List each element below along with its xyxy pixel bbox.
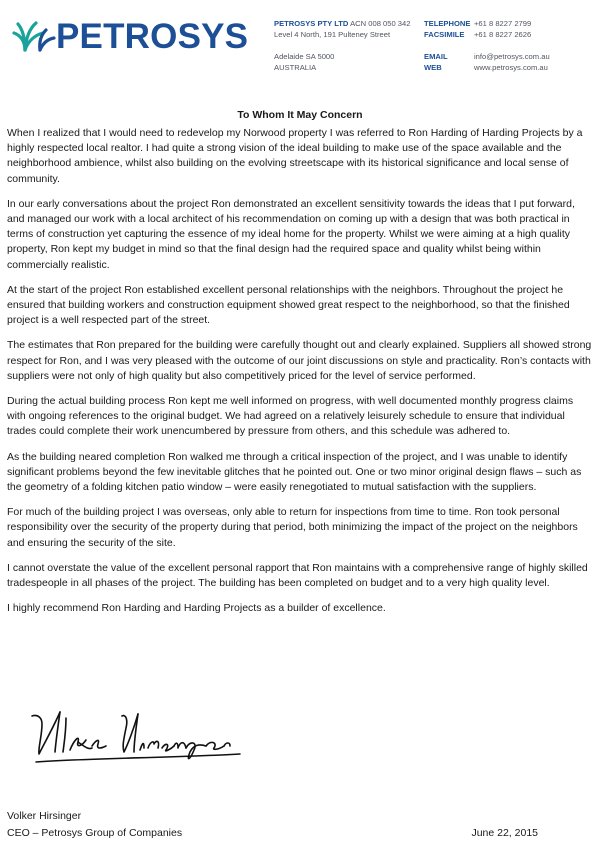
logo-wordmark: PETROSYS [56, 17, 249, 56]
letter-title: To Whom It May Concern [237, 109, 363, 121]
company-name: PETROSYS PTY LTD [274, 19, 349, 28]
letter-paragraph: I highly recommend Ron Harding and Harding Projects as a builder of excellence. [7, 602, 386, 615]
web-label: WEB [424, 63, 442, 72]
letter-paragraph: As the building neared completion Ron walked me through a critical inspection of the project, and I was unable to identify significant problems beyond the few inevitable glitches that he pointed out. One or two minor original design flaws – such as the geometry of a folding kitchen patio window – were easily renegotiated to mutual satisfaction with the suppliers. [7, 450, 582, 494]
letter-paragraph: At the start of the project Ron established excellent personal relationships with the neighbors. Throughout the project he ensured that building workers and construction equipment showed great respect to the neighborhood, so that the finished project is a well respected part of the street. [7, 283, 570, 327]
facsimile-value: +61 8 8227 2626 [474, 30, 532, 39]
signer-title: CEO – Petrosys Group of Companies [7, 827, 183, 839]
letter-paragraph: For much of the building project I was overseas, only able to return for inspections from time to time. Ron took personal responsibility over the security of the property during that period, both minimizing the impact of the project on the neighbors and ensuring the security of the site. [7, 506, 578, 549]
email-link[interactable]: info@petrosys.com.au [474, 52, 550, 61]
company-name-line [274, 18, 410, 29]
letter-body [7, 126, 593, 626]
email-label: EMAIL [424, 52, 448, 61]
company-logo [12, 17, 262, 56]
signer-name: Volker Hirsinger [7, 810, 82, 822]
letter-paragraph: I cannot overstate the value of the excellent personal rapport that Ron maintains with a comprehensive range of highly skilled tradespeople in all phases of the project. The building has been completed on budget and to a very high quality level. [7, 561, 588, 590]
address-line-2: Adelaide SA 5000 [274, 52, 335, 61]
letterhead [0, 0, 600, 80]
facsimile-label: FACSIMILE [424, 30, 465, 39]
company-address-block [274, 18, 410, 73]
facsimile-row [424, 29, 550, 40]
handwritten-signature [30, 704, 260, 764]
company-acn: ACN 008 050 342 [350, 19, 411, 28]
web-row [424, 62, 550, 73]
letter-paragraph: The estimates that Ron prepared for the building were carefully thought out and clearly explained. Suppliers all showed strong respect for Ron, and I was very pleased with the outcome of our joint discussions on style and practicality. Ron’s contacts with suppliers were not only of high quality but also competitively priced for the level of service performed. [7, 339, 592, 382]
logo-mark-icon [12, 20, 56, 54]
telephone-row [424, 18, 550, 29]
letter-paragraph: During the actual building process Ron kept me well informed on progress, with well documented monthly progress claims with ongoing references to the original budget. We had agreed on a relatively leisurely schedule to ensure that individual trades could complete their work unencumbered by pressure from others, and this schedule was adhered to. [7, 395, 574, 438]
telephone-label: TELEPHONE [424, 19, 471, 28]
email-row [424, 51, 550, 62]
letter-paragraph: In our early conversations about the project Ron demonstrated an excellent sensitivity towards the ideas that I put forward, and managed our work with a local architect of his recommendation on coming up with a design that was both practical in terms of construction yet capturing the essence of my ideal home for the property. Whilst we were aiming at a high quality property, Ron kept my budget in mind so that the final design had the required space and quality whilst being within commercially realistic. [7, 197, 575, 271]
letter-paragraph: When I realized that I would need to redevelop my Norwood property I was referred to Ron Harding of Harding Projects by a highly respected local realtor. I had quite a strong vision of the ideal building to make use of the space available and the neighborhood ambience, whilst also building on the evolving streetscape with its historical significance and local sense of community. [7, 127, 583, 185]
address-line-3: AUSTRALIA [274, 63, 317, 72]
company-contact-block [424, 18, 550, 73]
telephone-value: +61 8 8227 2799 [474, 19, 532, 28]
letter-date: June 22, 2015 [471, 827, 538, 839]
address-line-1: Level 4 North, 191 Pulteney Street [274, 30, 391, 39]
web-link[interactable]: www.petrosys.com.au [474, 63, 548, 72]
